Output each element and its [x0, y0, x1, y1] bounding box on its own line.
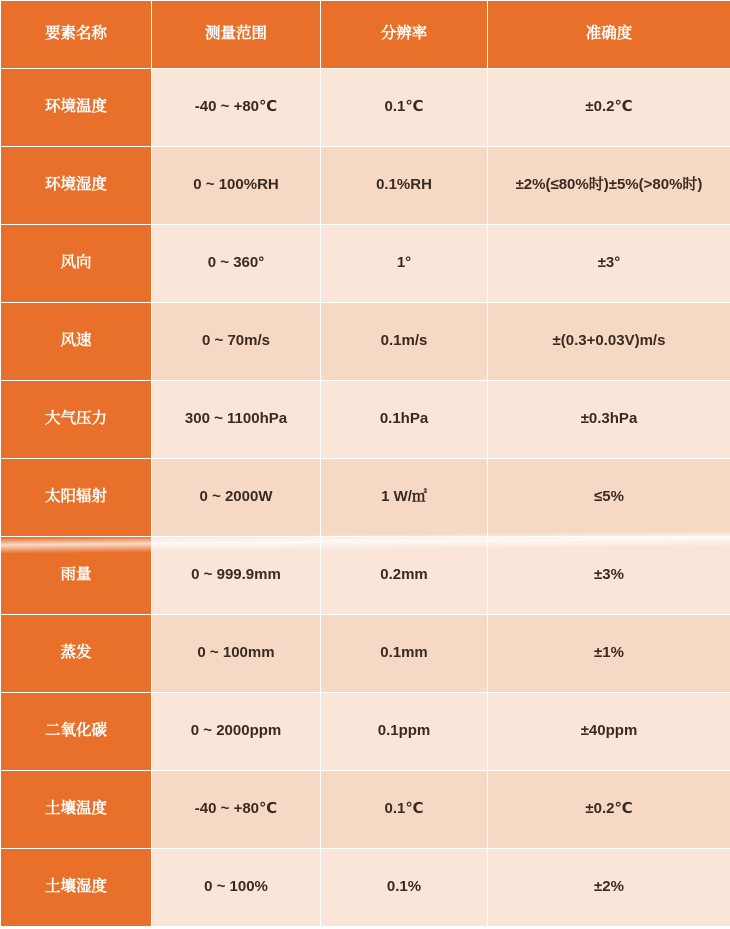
cell-element-name: 大气压力: [1, 381, 152, 459]
cell-resolution: 0.1℃: [321, 69, 488, 147]
cell-element-name: 风向: [1, 225, 152, 303]
cell-accuracy: ±2%: [488, 849, 730, 927]
cell-measurement-range: 0 ~ 2000ppm: [152, 693, 321, 771]
cell-resolution: 0.1%RH: [321, 147, 488, 225]
cell-accuracy: ±1%: [488, 615, 730, 693]
cell-element-name: 土壤温度: [1, 771, 152, 849]
cell-element-name: 雨量: [1, 537, 152, 615]
column-header-element-name: 要素名称: [1, 1, 152, 69]
cell-accuracy: ±0.3hPa: [488, 381, 730, 459]
cell-resolution: 0.1ppm: [321, 693, 488, 771]
cell-measurement-range: 0 ~ 100mm: [152, 615, 321, 693]
cell-accuracy: ±3%: [488, 537, 730, 615]
table-row: [1, 225, 730, 303]
cell-resolution: 0.1mm: [321, 615, 488, 693]
table-row: [1, 537, 730, 615]
table-row: [1, 459, 730, 537]
cell-resolution: 0.1%: [321, 849, 488, 927]
table-body: [1, 69, 730, 927]
table-row: [1, 381, 730, 459]
cell-resolution: 1°: [321, 225, 488, 303]
table-row: [1, 849, 730, 927]
column-header-accuracy: 准确度: [488, 1, 730, 69]
column-header-resolution: 分辨率: [321, 1, 488, 69]
cell-element-name: 太阳辐射: [1, 459, 152, 537]
cell-resolution: 1 W/㎡: [321, 459, 488, 537]
cell-measurement-range: 0 ~ 100%: [152, 849, 321, 927]
cell-measurement-range: 0 ~ 360°: [152, 225, 321, 303]
cell-element-name: 二氧化碳: [1, 693, 152, 771]
cell-accuracy: ±(0.3+0.03V)m/s: [488, 303, 730, 381]
cell-resolution: 0.1hPa: [321, 381, 488, 459]
cell-resolution: 0.1℃: [321, 771, 488, 849]
cell-element-name: 风速: [1, 303, 152, 381]
cell-measurement-range: 0 ~ 70m/s: [152, 303, 321, 381]
cell-measurement-range: -40 ~ +80℃: [152, 69, 321, 147]
cell-accuracy: ≤5%: [488, 459, 730, 537]
cell-resolution: 0.2mm: [321, 537, 488, 615]
cell-element-name: 蒸发: [1, 615, 152, 693]
cell-accuracy: ±0.2℃: [488, 69, 730, 147]
cell-measurement-range: 0 ~ 100%RH: [152, 147, 321, 225]
cell-resolution: 0.1m/s: [321, 303, 488, 381]
cell-accuracy: ±3°: [488, 225, 730, 303]
table-row: [1, 615, 730, 693]
cell-accuracy: ±0.2℃: [488, 771, 730, 849]
column-header-measurement-range: 测量范围: [152, 1, 321, 69]
cell-accuracy: ±40ppm: [488, 693, 730, 771]
table-header-row: [1, 1, 730, 69]
table-row: [1, 303, 730, 381]
table-row: [1, 69, 730, 147]
table-row: [1, 147, 730, 225]
cell-measurement-range: 300 ~ 1100hPa: [152, 381, 321, 459]
cell-element-name: 环境温度: [1, 69, 152, 147]
cell-measurement-range: 0 ~ 2000W: [152, 459, 321, 537]
table-row: [1, 771, 730, 849]
cell-element-name: 土壤湿度: [1, 849, 152, 927]
table-row: [1, 693, 730, 771]
cell-element-name: 环境湿度: [1, 147, 152, 225]
cell-measurement-range: -40 ~ +80℃: [152, 771, 321, 849]
cell-measurement-range: 0 ~ 999.9mm: [152, 537, 321, 615]
cell-accuracy: ±2%(≤80%时)±5%(>80%时): [488, 147, 730, 225]
